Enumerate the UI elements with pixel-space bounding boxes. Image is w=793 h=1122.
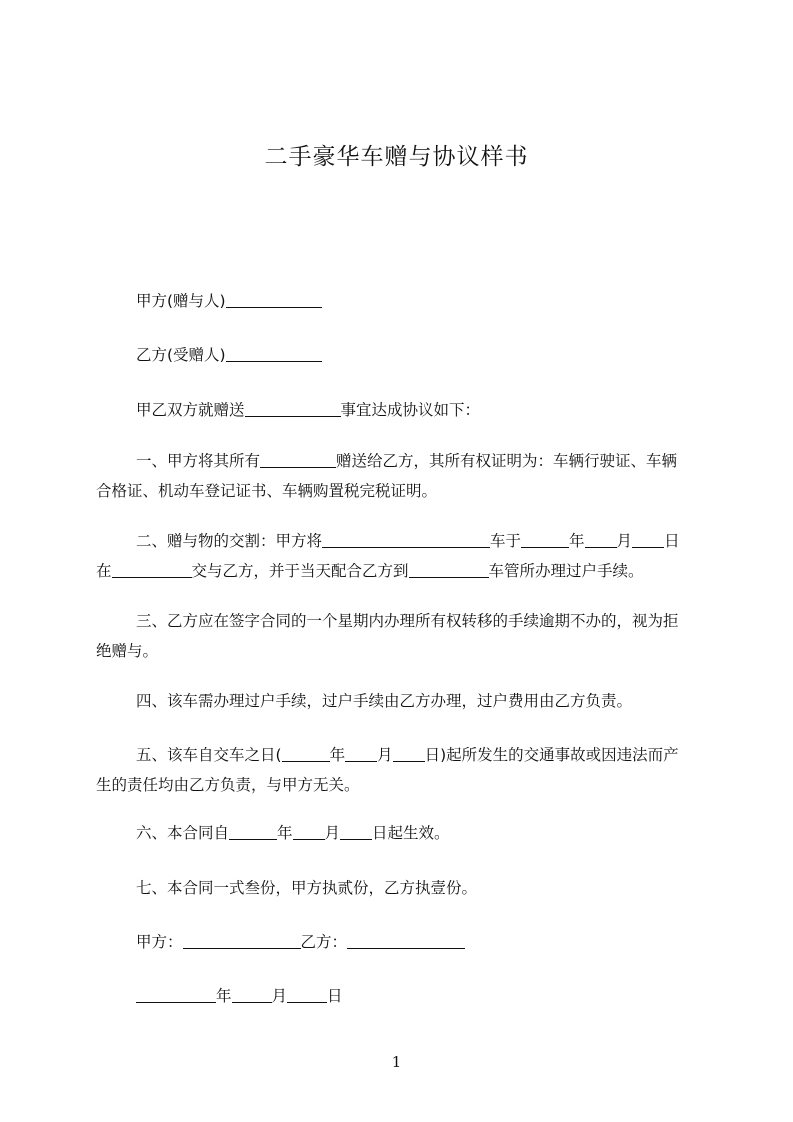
document-title: 二手豪华车赠与协议样书 — [264, 144, 529, 170]
clause-2-text-f: 在 — [96, 562, 112, 580]
date-year-label: 年 — [216, 987, 232, 1005]
handover-month-blank — [585, 531, 617, 548]
clause-6-text-d: 日起生效。 — [372, 824, 450, 842]
party-b-label: 乙方(受赠人) — [136, 346, 226, 364]
clause-5-year: 年 — [329, 746, 346, 764]
clause-2-text-h: 车管所办理过户手续。 — [488, 562, 644, 580]
signature-line — [96, 927, 746, 957]
clause-2-text-g: 交与乙方，并于当天配合乙方到 — [191, 562, 409, 580]
handover-year-blank — [521, 531, 569, 548]
clause-1 — [96, 446, 706, 506]
date-line — [96, 981, 746, 1011]
date-day-blank — [287, 986, 327, 1003]
intro-line — [96, 395, 746, 425]
clause-5-year-blank — [282, 745, 330, 762]
vehicle-office-blank — [409, 561, 489, 578]
party-a-label: 甲方(赠与人) — [136, 292, 226, 310]
effective-month-blank — [293, 823, 325, 840]
party-b-line — [96, 340, 746, 370]
clause-6-year: 年 — [277, 824, 293, 842]
clause-5-line-2: 生的责任均由乙方负责，与甲方无关。 — [96, 776, 360, 794]
intro-text-a: 甲乙双方就赠送 — [136, 401, 245, 419]
clause-5-text-a: 五、该车自交车之日( — [136, 746, 282, 764]
clause-2-line-1 — [104, 526, 706, 556]
page-number: 1 — [391, 1053, 402, 1071]
clause-5-day-blank — [393, 745, 425, 762]
party-a-blank — [226, 291, 322, 308]
party-a-line — [96, 286, 746, 316]
clause-3-line-1: 三、乙方应在签字合同的一个星期内办理所有权转移的手续逾期不办的，视为拒 — [136, 612, 679, 630]
effective-year-blank — [229, 823, 277, 840]
car-blank — [322, 531, 490, 548]
clause-2-year: 年 — [569, 532, 585, 550]
effective-day-blank — [340, 823, 372, 840]
clause-6-text-a: 六、本合同自 — [136, 824, 230, 842]
clause-4: 四、该车需办理过户手续，过户手续由乙方办理，过户费用由乙方负责。 — [136, 692, 633, 710]
clause-2-month: 月 — [616, 532, 633, 550]
clause-5-month: 月 — [377, 746, 393, 764]
clause-2 — [96, 526, 706, 586]
signature-party-b-label: 乙方： — [300, 933, 348, 951]
clause-5-line-1 — [104, 740, 706, 770]
intro-text-b: 事宜达成协议如下： — [340, 401, 481, 419]
clause-1-line-1 — [104, 446, 706, 476]
clause-5-month-blank — [345, 745, 377, 762]
clause-1-line-2: 合格证、机动车登记证书、车辆购置税完税证明。 — [96, 482, 438, 500]
date-month-blank — [232, 986, 272, 1003]
date-year-blank — [136, 986, 216, 1003]
clause-2-day: 日 — [664, 532, 680, 550]
clause-6-month: 月 — [324, 824, 341, 842]
party-b-blank — [226, 345, 322, 362]
clause-5 — [96, 740, 706, 800]
signature-party-b-blank — [347, 932, 465, 949]
clause-2-line-2 — [96, 556, 706, 586]
date-day-label: 日 — [327, 987, 343, 1005]
clause-3-line-2: 绝赠与。 — [96, 642, 159, 660]
clause-3 — [96, 606, 706, 666]
clause-1-blank — [260, 451, 336, 468]
clause-1-text-a: 一、甲方将其所有 — [136, 452, 261, 470]
date-month-label: 月 — [271, 987, 288, 1005]
clause-1-text-b: 赠送给乙方，其所有权证明为：车辆行驶证、车辆 — [336, 452, 678, 470]
handover-place-blank — [112, 561, 192, 578]
handover-day-blank — [632, 531, 664, 548]
clause-6 — [96, 818, 746, 848]
signature-party-a-label: 甲方： — [136, 933, 183, 951]
gift-item-blank — [245, 400, 341, 417]
clause-2-text-b: 车于 — [490, 532, 522, 550]
signature-party-a-blank — [183, 932, 301, 949]
clause-2-text-a: 二、赠与物的交割：甲方将 — [136, 532, 323, 550]
clause-7: 七、本合同一式叁份，甲方执贰份，乙方执壹份。 — [136, 879, 478, 897]
clause-5-text-d: 日)起所发生的交通事故或因违法而产 — [424, 746, 679, 764]
